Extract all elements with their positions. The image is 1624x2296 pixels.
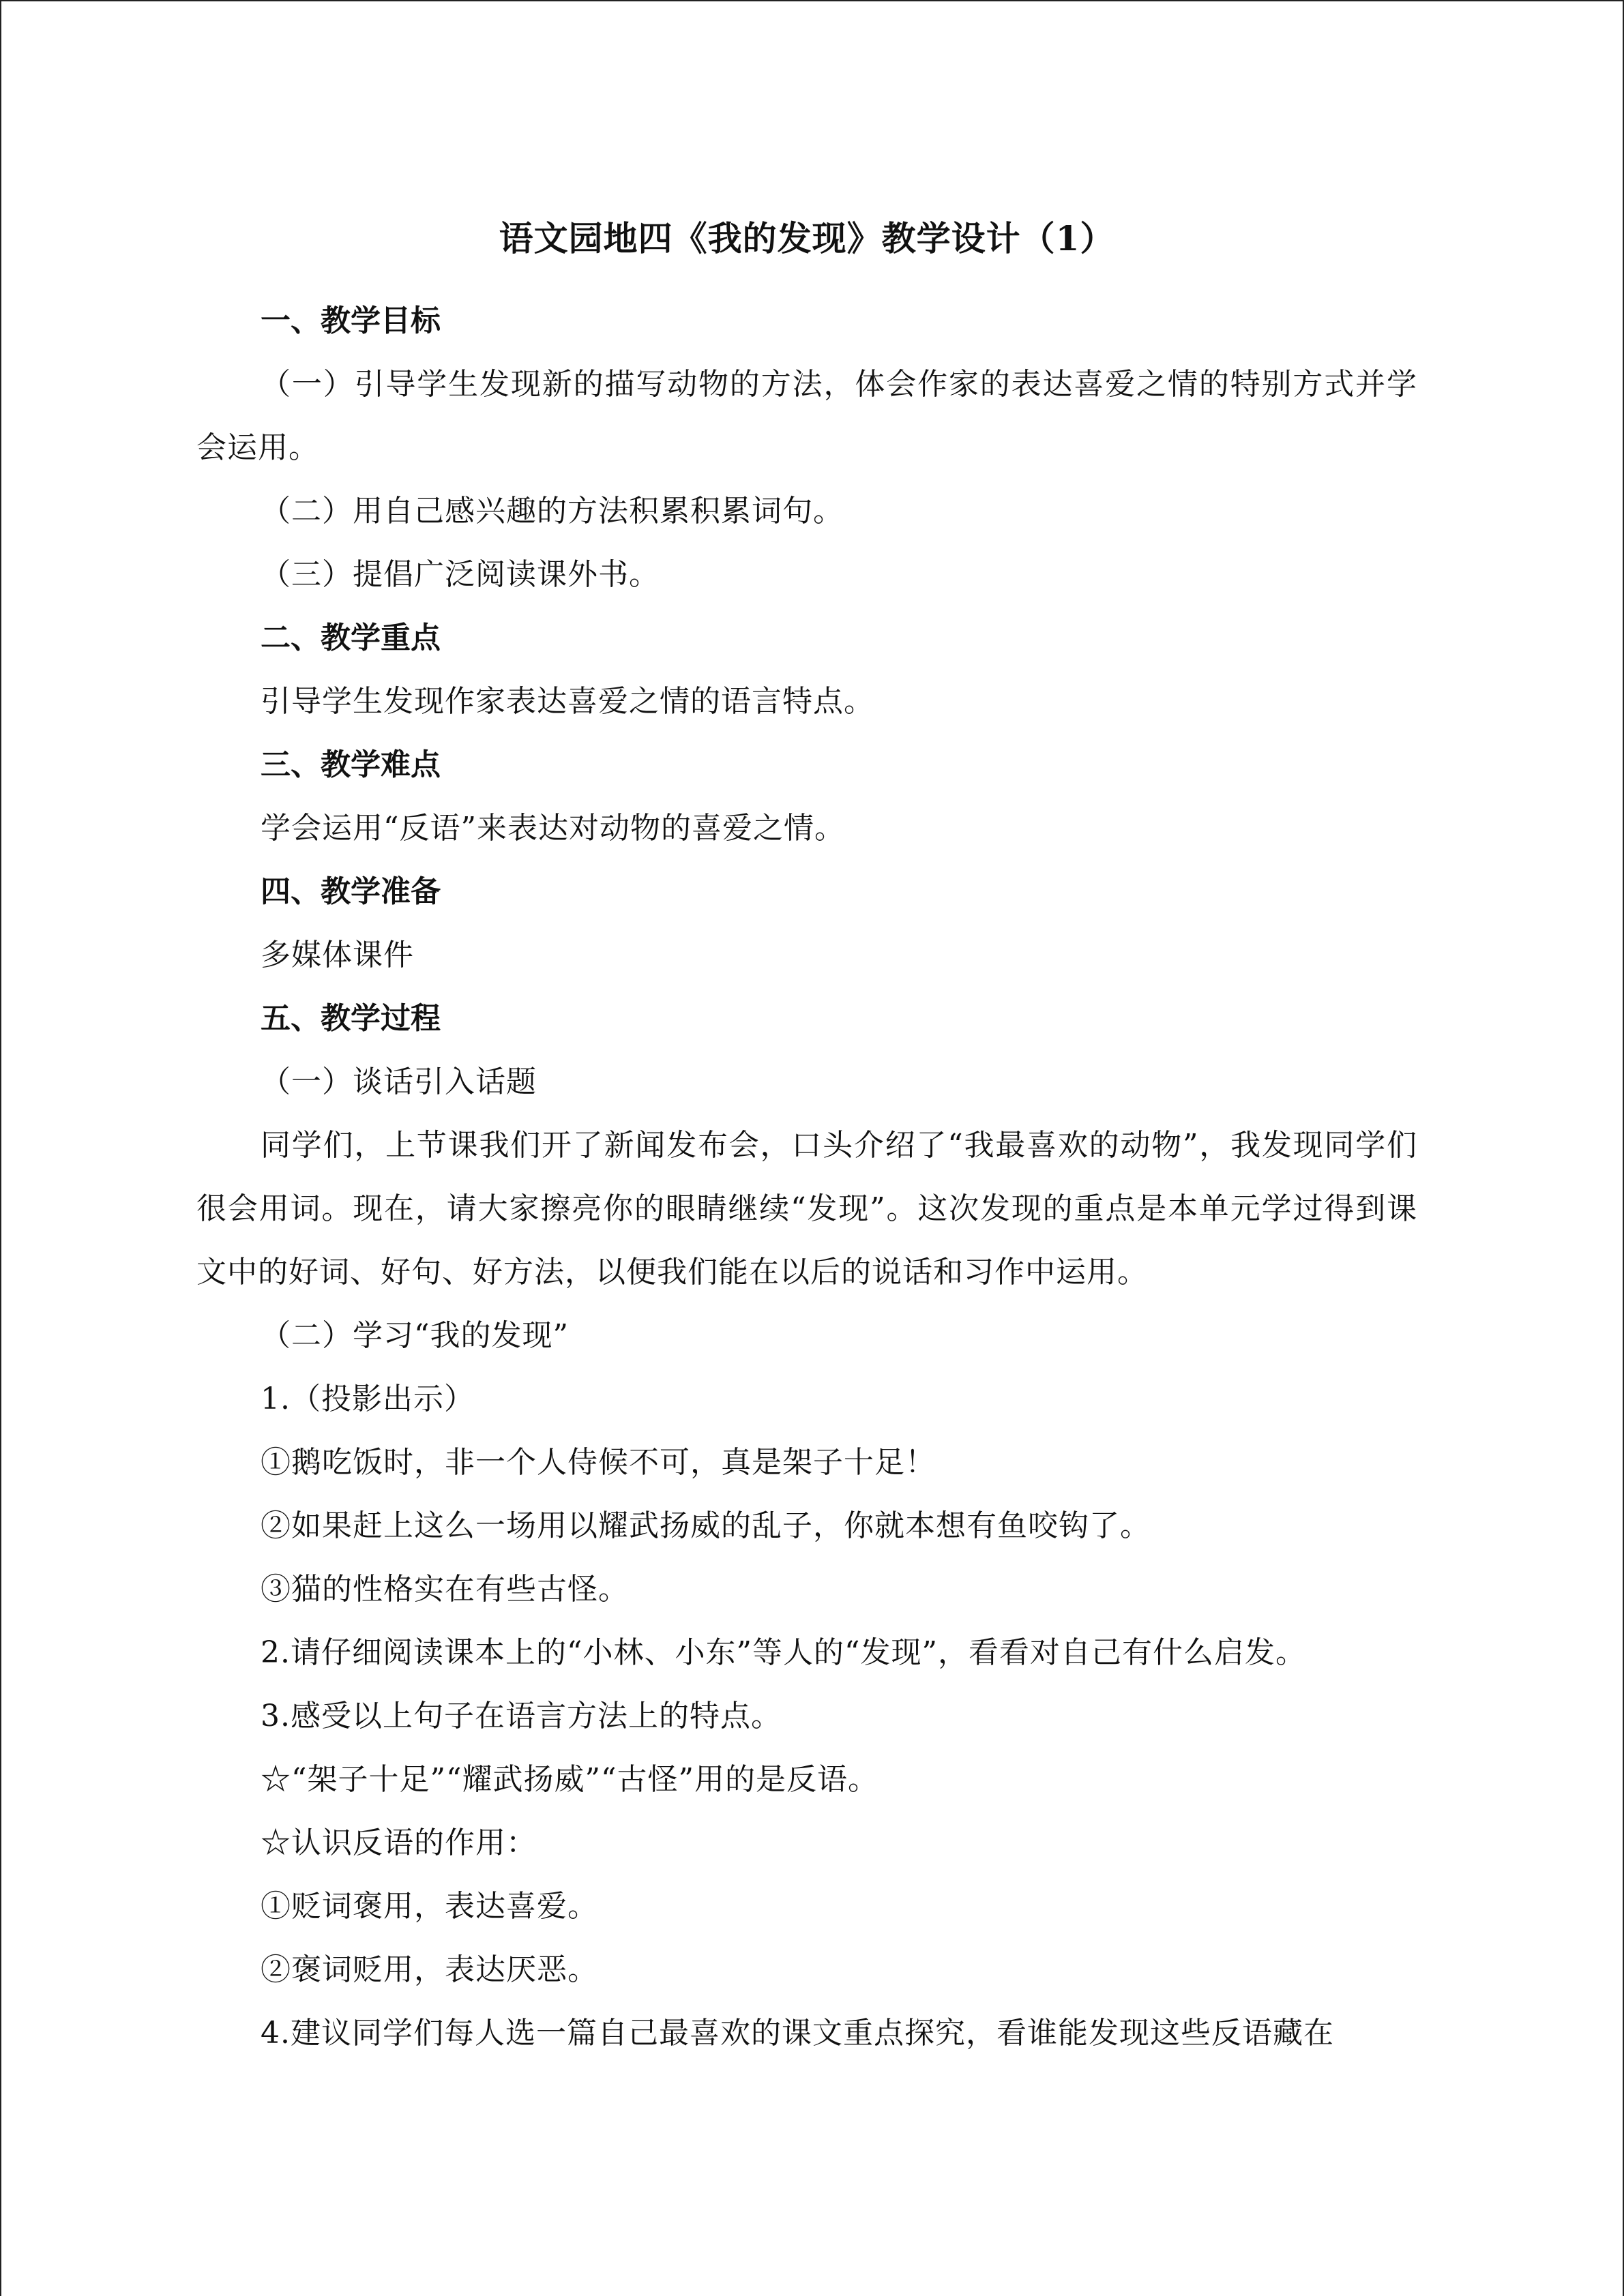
process-step-3: （二）学习“我的发现” bbox=[261, 1318, 569, 1353]
process-step-12: ①贬词褒用，表达喜爱。 bbox=[261, 1889, 598, 1924]
process-step-2: 同学们，上节课我们开了新闻发布会，口头介绍了“我最喜欢的动物”，我发现同学们很会用词。现在，请大家擦亮你的眼睛继续“发现”。这次发现的重点是本单元学过得到课文中的好词、好句、好方法，以便我们能在以后的说话和习作中运用。 bbox=[196, 1128, 1417, 1289]
process-step-7: ③猫的性格实在有些古怪。 bbox=[261, 1572, 629, 1607]
document-title: 语文园地四《我的发现》教学设计（1） bbox=[499, 218, 1115, 258]
process-step-13: ②褒词贬用，表达厌恶。 bbox=[261, 1952, 598, 1987]
process-step-10: ☆“架子十足”“耀武扬威”“古怪”用的是反语。 bbox=[261, 1762, 879, 1797]
section-heading-preparation: 四、教学准备 bbox=[261, 874, 441, 909]
preparation-text: 多媒体课件 bbox=[261, 938, 414, 972]
objective-item-2: （二）用自己感兴趣的方法积累积累词句。 bbox=[261, 494, 844, 528]
section-heading-process: 五、教学过程 bbox=[261, 1001, 441, 1036]
process-step-1: （一）谈话引入话题 bbox=[261, 1064, 537, 1099]
objective-item-3: （三）提倡广泛阅读课外书。 bbox=[261, 557, 660, 592]
process-step-4: 1.（投影出示） bbox=[261, 1382, 475, 1416]
process-step-6: ②如果赶上这么一场用以耀武扬威的乱子，你就本想有鱼咬钩了。 bbox=[261, 1508, 1151, 1543]
process-step-14: 4.建议同学们每人选一篇自己最喜欢的课文重点探究，看谁能发现这些反语藏在 bbox=[261, 2016, 1334, 2051]
section-heading-difficulties: 三、教学难点 bbox=[261, 747, 441, 782]
process-step-5: ①鹅吃饭时，非一个人侍候不可，真是架子十足！ bbox=[261, 1445, 936, 1480]
key-points-text: 引导学生发现作家表达喜爱之情的语言特点。 bbox=[261, 684, 874, 719]
process-step-8: 2.请仔细阅读课本上的“小林、小东”等人的“发现”，看看对自己有什么启发。 bbox=[261, 1635, 1306, 1670]
process-step-9: 3.感受以上句子在语言方法上的特点。 bbox=[261, 1699, 782, 1733]
difficulties-text: 学会运用“反语”来表达对动物的喜爱之情。 bbox=[261, 811, 845, 846]
document-body bbox=[196, 206, 1417, 2065]
objective-item-1: （一）引导学生发现新的描写动物的方法，体会作家的表达喜爱之情的特别方式并学会运用。 bbox=[196, 367, 1417, 465]
section-heading-key-points: 二、教学重点 bbox=[261, 621, 441, 655]
process-step-11: ☆认识反语的作用： bbox=[261, 1825, 537, 1860]
section-heading-objectives: 一、教学目标 bbox=[261, 303, 441, 338]
